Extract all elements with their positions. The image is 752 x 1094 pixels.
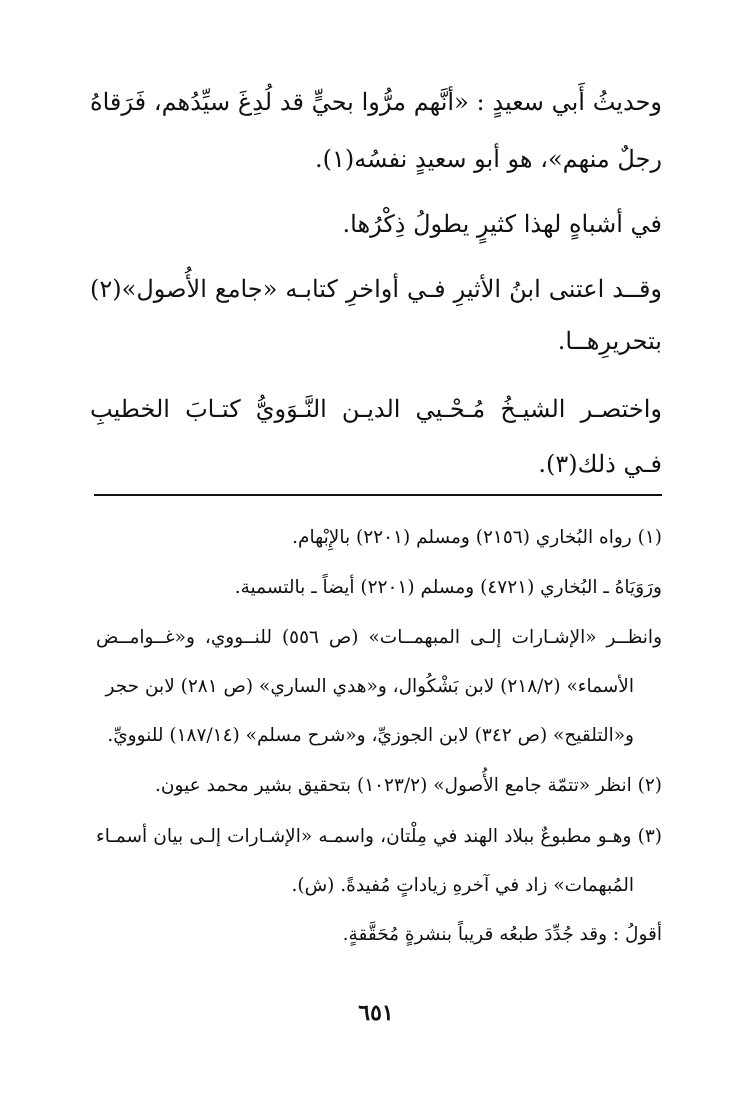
footnote-line-9: أقولُ : وقد جُدِّدَ طبعُه قريباً بنشرةٍ مُحَقَّقةٍ. xyxy=(342,924,662,945)
footnote-line-7: (٣) وهـو مطبوعٌ ببلاد الهند في مِلْتان، واسمـه «الإشـارات إلـى بيان أسمـاء xyxy=(96,826,662,847)
body-line-7: فـي ذلك(٣). xyxy=(538,450,662,478)
body-line-2: رجلٌ منهم»، هو أبو سعيدٍ نفسُه(١). xyxy=(315,145,662,173)
footnote-line-5: و«التلقيح» (ص ٣٤٢) لابن الجوزيِّ، و«شرح مسلم» (١٨٧/١٤) للنوويِّ. xyxy=(107,725,634,746)
footnote-line-8: المُبهمات» زاد في آخرهِ زياداتٍ مُفيدةً. (ش). xyxy=(291,875,634,896)
footnote-line-1: (١) رواه البُخاري (٢١٥٦) ومسلم (٢٢٠١) بالإِبْهام. xyxy=(292,527,662,548)
body-line-4: وقــد اعتنى ابنُ الأثيرِ فـي أواخرِ كتابـه «جامع الأُصول»(٢) xyxy=(90,275,662,303)
footnote-line-3: وانظــر «الإشـارات إلـى المبهمــات» (ص ٥٥٦) للنــووي، و«غــوامــض xyxy=(96,627,662,648)
body-line-1: وحديثُ أَبي سعيدٍ : «أنَّهم مرُّوا بحيٍّ قد لُدِغَ سيِّدُهم، فَرَقاهُ xyxy=(90,88,662,116)
footnote-line-2: ورَوَيَاهُ ـ البُخاري (٤٧٢١) ومسلم (٢٢٠١) أيضاً ـ بالتسمية. xyxy=(234,577,662,598)
footnote-line-6: (٢) انظر «تتمّة جامع الأُصول» (١٠٢٣/٢) بتحقيق بشير محمد عيون. xyxy=(155,775,662,796)
page-number: ٦٥١ xyxy=(358,1000,394,1026)
footnote-line-4: الأسماء» (٢١٨/٢) لابن بَشْكُوال، و«هدي الساري» (ص ٢٨١) لابن حجر xyxy=(105,676,634,697)
body-line-6: واختصـر الشيـخُ مُـحْـيي الديـن النَّـوَويُّ كتـابَ الخطيبِ xyxy=(90,395,662,423)
body-line-5: بتحريرِهــا. xyxy=(557,327,662,355)
body-line-3: في أشباهٍ لهذا كثيرٍ يطولُ ذِكْرُها. xyxy=(342,210,662,238)
footnote-divider xyxy=(94,494,662,496)
